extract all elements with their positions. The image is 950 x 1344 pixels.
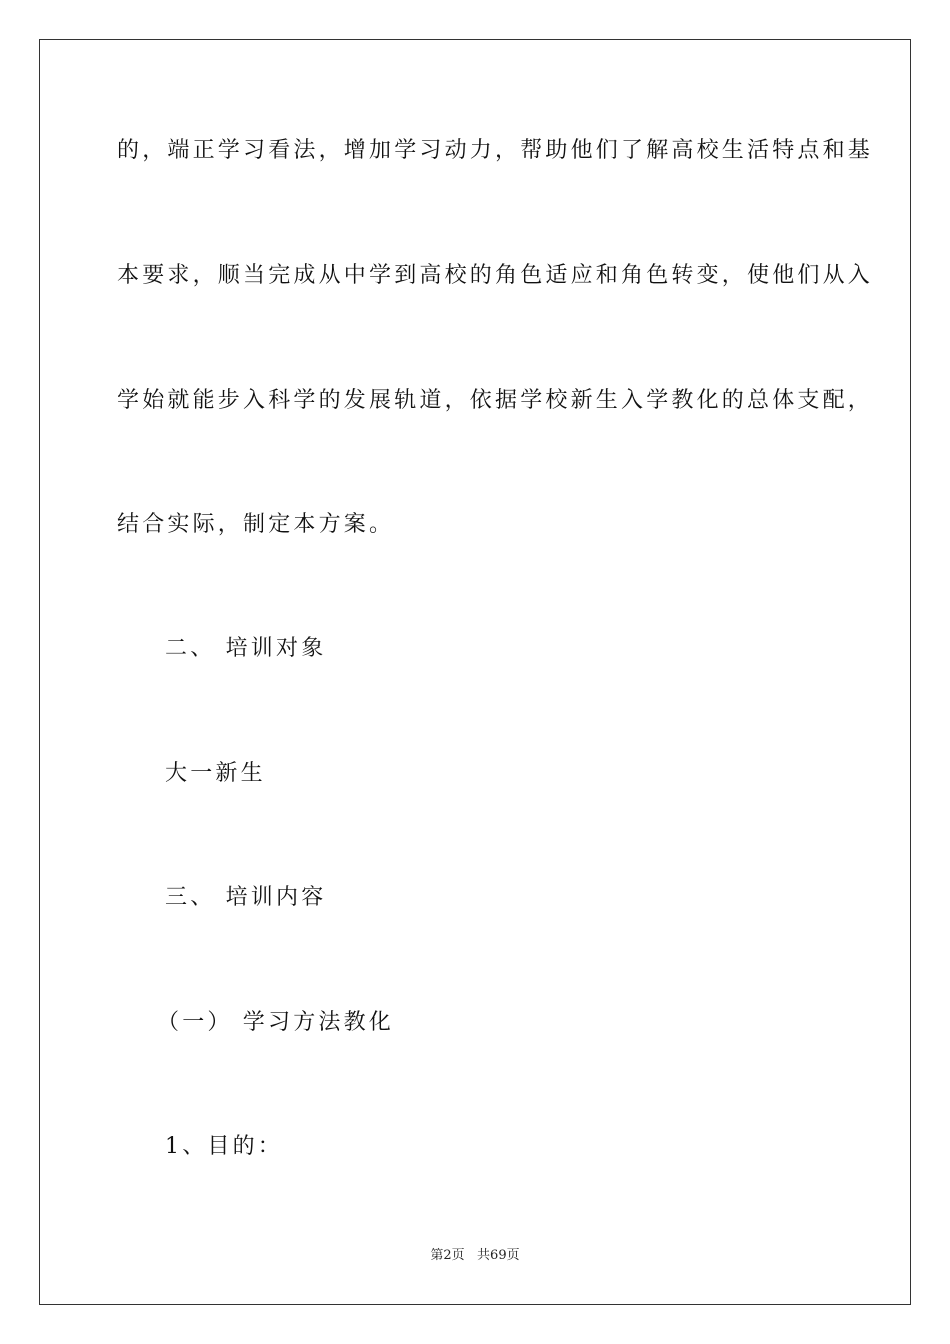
paragraph-line: 结合实际，制定本方案。 xyxy=(117,512,395,537)
subsection-heading-study-methods: （一） 学习方法教化 xyxy=(157,1010,394,1035)
section-heading-training-target: 二、 培训对象 xyxy=(165,636,327,661)
page-border xyxy=(39,39,911,1305)
section-heading-training-content: 三、 培训内容 xyxy=(165,885,327,910)
paragraph-line: 学始就能步入科学的发展轨道，依据学校新生入学教化的总体支配， xyxy=(117,388,874,413)
section-body-freshmen: 大一新生 xyxy=(165,761,266,786)
paragraph-line: 本要求，顺当完成从中学到高校的角色适应和角色转变，使他们从入 xyxy=(117,263,874,288)
paragraph-line: 的，端正学习看法，增加学习动力，帮助他们了解高校生活特点和基 xyxy=(117,138,874,163)
item-label-purpose: 1、目的： xyxy=(165,1134,283,1159)
page-number-footer: 第2页 共69页 xyxy=(430,1248,520,1263)
